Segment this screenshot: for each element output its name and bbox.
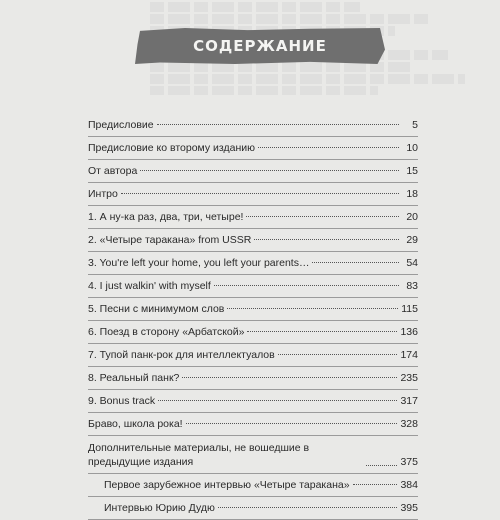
leader-dots: [254, 239, 399, 240]
toc-entry-label: 1. А ну-ка раз, два, три, четыре!: [88, 211, 244, 223]
toc-entry-page: 15: [406, 165, 418, 177]
toc-entry-label: 3. You're left your home, you left your parents…: [88, 257, 310, 269]
leader-dots: [312, 262, 399, 263]
toc-entry-page: 18: [406, 188, 418, 200]
leader-dots: [140, 170, 399, 171]
toc-entry-page: 174: [400, 349, 418, 361]
toc-entry-label: 4. I just walkin' with myself: [88, 280, 211, 292]
table-of-contents: [88, 114, 418, 520]
toc-entry: [88, 436, 418, 474]
toc-entry-page: 83: [406, 280, 418, 292]
toc-entry-label: Интро: [88, 188, 118, 200]
leader-dots: [182, 377, 397, 378]
toc-entry-page: 375: [400, 456, 418, 468]
leader-dots: [121, 193, 399, 194]
toc-entry: [88, 137, 418, 160]
page-title: СОДЕРЖАНИЕ: [193, 37, 327, 55]
toc-entry-label: От автора: [88, 165, 138, 177]
leader-dots: [157, 124, 399, 125]
toc-entry: [88, 229, 418, 252]
leader-dots: [278, 354, 398, 355]
toc-entry-page: 5: [412, 119, 418, 131]
toc-entry-page: 115: [401, 303, 418, 315]
toc-entry-page: 136: [400, 326, 418, 338]
toc-entry-page: 29: [406, 234, 418, 246]
toc-entry: [88, 275, 418, 298]
toc-entry-label: 5. Песни с минимумом слов: [88, 303, 225, 315]
leader-dots: [186, 423, 398, 424]
toc-entry-label: 6. Поезд в сторону «Арбатской»: [88, 326, 245, 338]
toc-entry-page: 317: [400, 395, 418, 407]
leader-dots: [246, 216, 399, 217]
toc-entry-label: Браво, школа рока!: [88, 418, 183, 430]
toc-entry-label: 8. Реальный панк?: [88, 372, 180, 384]
toc-entry-page: 235: [400, 372, 418, 384]
leader-dots: [258, 147, 399, 148]
toc-entry: [88, 114, 418, 137]
toc-entry-page: 384: [400, 479, 418, 491]
toc-entry-page: 328: [400, 418, 418, 430]
toc-entry: [88, 497, 418, 520]
toc-entry-label: 9. Bonus track: [88, 395, 156, 407]
leader-dots: [218, 507, 398, 508]
leader-dots: [353, 484, 398, 485]
leader-dots: [247, 331, 397, 332]
toc-entry-page: 54: [406, 257, 418, 269]
toc-entry: [88, 206, 418, 229]
toc-entry: [88, 321, 418, 344]
toc-entry: [88, 390, 418, 413]
toc-entry: [88, 298, 418, 321]
toc-entry: [88, 344, 418, 367]
toc-entry: [88, 183, 418, 206]
leader-dots: [227, 308, 398, 309]
toc-entry-page: 10: [406, 142, 418, 154]
toc-entry: [88, 160, 418, 183]
toc-entry: [88, 252, 418, 275]
toc-entry-label: Предисловие ко второму изданию: [88, 142, 256, 154]
toc-entry: [88, 474, 418, 497]
leader-dots: [366, 465, 397, 466]
leader-dots: [214, 285, 399, 286]
toc-entry: [88, 367, 418, 390]
toc-entry: [88, 413, 418, 436]
toc-entry-label: Предисловие: [88, 119, 154, 131]
toc-entry-label: 2. «Четыре таракана» from USSR: [88, 234, 252, 246]
toc-entry-label: 7. Тупой панк-рок для интеллектуалов: [88, 349, 275, 361]
toc-entry-label: Дополнительные материалы, не вошедшие в предыдущие издания: [88, 442, 310, 468]
toc-entry-page: 20: [406, 211, 418, 223]
toc-entry-label: Первое зарубежное интервью «Четыре таракана»: [104, 479, 350, 491]
leader-dots: [158, 400, 397, 401]
toc-entry-label: Интервью Юрию Дудю: [104, 502, 215, 514]
toc-entry-page: 395: [400, 502, 418, 514]
